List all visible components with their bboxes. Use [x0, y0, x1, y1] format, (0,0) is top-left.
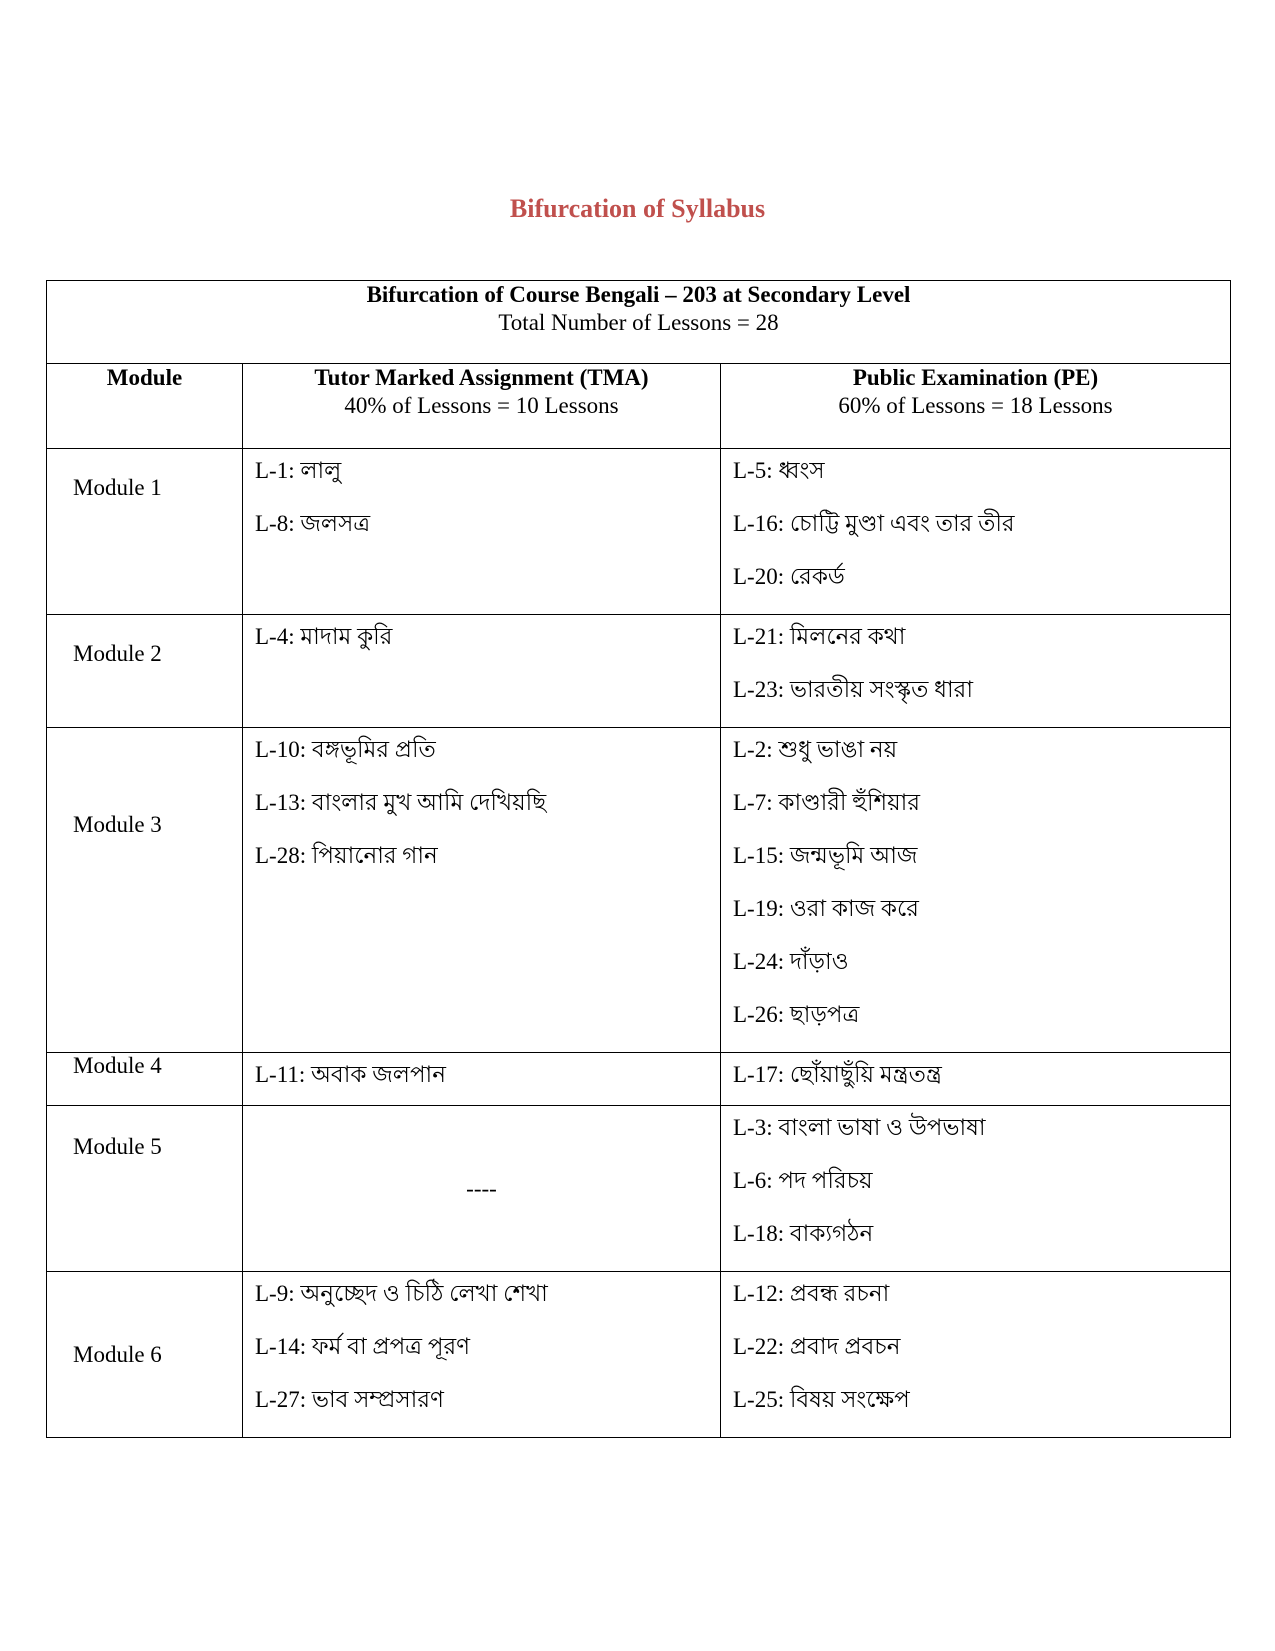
module-label: Module 6 [47, 1272, 243, 1438]
module-label: Module 4 [47, 1053, 243, 1106]
pe-lessons [721, 615, 1231, 728]
table-heading: Bifurcation of Course Bengali – 203 at Secondary Level [366, 282, 911, 307]
lesson-item: L-28: পিয়ানোর গান [255, 843, 438, 868]
pe-lessons [721, 1272, 1231, 1438]
page-title: Bifurcation of Syllabus [509, 194, 766, 223]
lesson-item: L-21: মিলনের কথা [733, 624, 906, 649]
lesson-item: L-10: বঙ্গভূমির প্রতি [255, 737, 436, 762]
lesson-item: L-12: প্রবন্ধ রচনা [733, 1281, 890, 1306]
lesson-item: L-24: দাঁড়াও [733, 949, 849, 974]
lesson-item: L-11: অবাক জলপান [255, 1062, 446, 1087]
lesson-item: L-7: কাণ্ডারী হুঁশিয়ার [733, 790, 921, 815]
lesson-item: L-4: মাদাম কুরি [255, 624, 393, 649]
lesson-item: L-20: রেকর্ড [733, 564, 845, 589]
lesson-item: L-17: ছোঁয়াছুঁয়ি মন্ত্রতন্ত্র [733, 1062, 942, 1087]
lesson-item: L-3: বাংলা ভাষা ও উপভাষা [733, 1115, 986, 1140]
column-header-module: Module [47, 364, 243, 449]
lesson-item: L-25: বিষয় সংক্ষেপ [733, 1387, 910, 1412]
lesson-item: L-13: বাংলার মুখ আমি দেখিয়ছি [255, 790, 547, 815]
column-header-pe [721, 364, 1231, 449]
column-header-tma [243, 364, 721, 449]
lesson-item: L-6: পদ পরিচয় [733, 1168, 873, 1193]
column-header-row [47, 364, 1231, 449]
lesson-item: L-9: অনুচ্ছেদ ও চিঠি লেখা শেখা [255, 1281, 548, 1306]
lesson-item: L-18: বাক্যগঠন [733, 1221, 874, 1246]
module-label: Module 2 [47, 615, 243, 728]
tma-lessons [243, 1053, 721, 1106]
tma-subtitle: 40% of Lessons = 10 Lessons [344, 393, 619, 418]
lesson-item: L-19: ওরা কাজ করে [733, 896, 919, 921]
table-row [47, 728, 1231, 1053]
table-row [47, 1053, 1231, 1106]
module-label: Module 3 [47, 728, 243, 1053]
pe-lessons [721, 449, 1231, 615]
tma-lessons [243, 449, 721, 615]
table-row [47, 615, 1231, 728]
pe-lessons [721, 1053, 1231, 1106]
module-label: Module 5 [47, 1106, 243, 1272]
pe-title: Public Examination (PE) [852, 365, 1099, 390]
tma-title: Tutor Marked Assignment (TMA) [314, 365, 649, 390]
lesson-item: L-22: প্রবাদ প্রবচন [733, 1334, 901, 1359]
tma-lessons [243, 615, 721, 728]
tma-empty-placeholder: ---- [243, 1106, 721, 1272]
table-row [47, 449, 1231, 615]
module-label: Module 1 [47, 449, 243, 615]
pe-lessons [721, 728, 1231, 1053]
pe-lessons [721, 1106, 1231, 1272]
table-subheading: Total Number of Lessons = 28 [498, 310, 779, 335]
table-heading-row [47, 281, 1231, 364]
lesson-item: L-15: জন্মভূমি আজ [733, 843, 918, 868]
lesson-item: L-5: ধ্বংস [733, 458, 825, 483]
tma-lessons [243, 728, 721, 1053]
pe-subtitle: 60% of Lessons = 18 Lessons [838, 393, 1113, 418]
tma-lessons [243, 1272, 721, 1438]
lesson-item: L-27: ভাব সম্প্রসারণ [255, 1387, 444, 1412]
lesson-item: L-8: জলসত্র [255, 511, 371, 536]
table-row [47, 1272, 1231, 1438]
table-row [47, 1106, 1231, 1272]
lesson-item: L-14: ফর্ম বা প্রপত্র পূরণ [255, 1334, 470, 1359]
syllabus-table [46, 280, 1231, 1438]
lesson-item: L-1: লালু [255, 458, 342, 483]
lesson-item: L-23: ভারতীয় সংস্কৃত ধারা [733, 677, 973, 702]
lesson-item: L-26: ছাড়পত্র [733, 1002, 860, 1027]
table-heading-cell [47, 281, 1231, 364]
lesson-item: L-2: শুধু ভাঙা নয় [733, 737, 898, 762]
lesson-item: L-16: চোট্টি মুণ্ডা এবং তার তীর [733, 511, 1015, 536]
